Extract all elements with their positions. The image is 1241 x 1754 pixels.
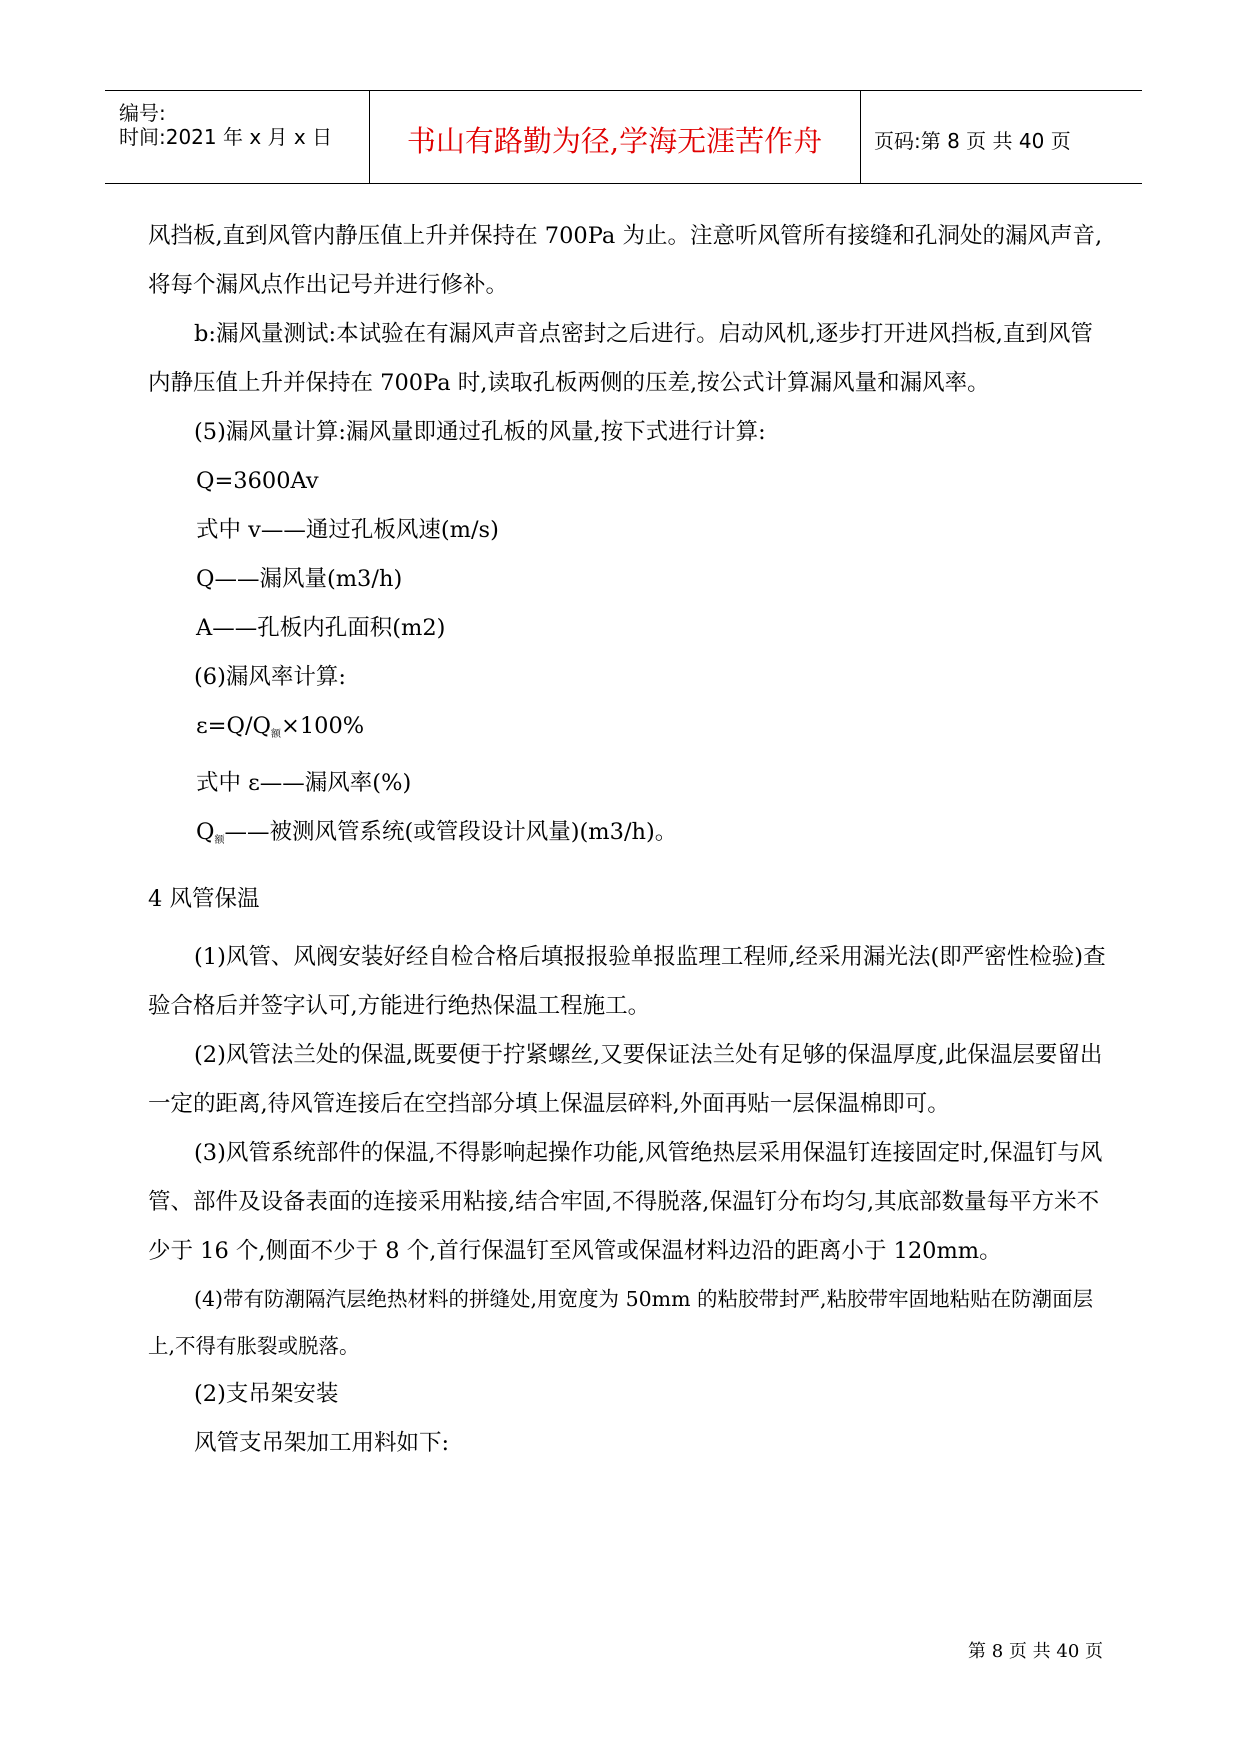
formula-subscript: 额: [214, 835, 225, 846]
paragraph: 风管支吊架加工用料如下:: [194, 1430, 450, 1456]
header-left-cell: [105, 91, 370, 183]
page-header: [105, 90, 1142, 184]
formula-line: 式中 ε——漏风率(%): [196, 770, 412, 796]
paragraph: (1)风管、风阀安装好经自检合格后填报报验单报监理工程师,经采用漏光法(即严密性检验)查验合格后并签字认可,方能进行绝热保温工程施工。: [148, 944, 1106, 1019]
formula-subscript: 额: [270, 729, 281, 740]
paragraph: (5)漏风量计算:漏风量即通过孔板的风量,按下式进行计算:: [194, 419, 766, 445]
header-right-cell: [860, 91, 1142, 183]
document-time-label: 时间:2021 年 x 月 x 日: [119, 125, 333, 149]
page-footer-number: 第 8 页 共 40 页: [968, 1641, 1103, 1662]
formula-tail: ×100%: [280, 713, 365, 739]
paragraph: 风挡板,直到风管内静压值上升并保持在 700Pa 为止。注意听风管所有接缝和孔洞处的漏风声音,将每个漏风点作出记号并进行修补。: [148, 223, 1103, 298]
formula-line: [148, 808, 1108, 865]
section-heading: 4 风管保温: [148, 886, 260, 912]
formula-line: A——孔板内孔面积(m2): [196, 615, 446, 641]
paragraph: (4)带有防潮隔汽层绝热材料的拼缝处,用宽度为 50mm 的粘胶带封严,粘胶带牢固地粘贴在防潮面层上,不得有胀裂或脱落。: [148, 1287, 1094, 1358]
header-page-info: 页码:第 8 页 共 40 页: [874, 129, 1071, 153]
header-motto: 书山有路勤为径,学海无涯苦作舟: [406, 124, 823, 158]
paragraph: (3)风管系统部件的保温,不得影响起操作功能,风管绝热层采用保温钉连接固定时,保温钉与风管、部件及设备表面的连接采用粘接,结合牢固,不得脱落,保温钉分布均匀,其底部数量每平方米不少于 16 个,侧面不少于 8 个,首行保温钉至风管或保温材料边沿的距离小于 120mm。: [148, 1140, 1103, 1264]
paragraph: (2)支吊架安装: [194, 1381, 339, 1407]
paragraph: b:漏风量测试:本试验在有漏风声音点密封之后进行。启动风机,逐步打开进风挡板,直到风管内静压值上升并保持在 700Pa 时,读取孔板两侧的压差,按公式计算漏风量和漏风率。: [148, 321, 1093, 396]
formula-line: Q——漏风量(m3/h): [196, 566, 403, 592]
formula-tail: ——被测风管系统(或管段设计风量)(m3/h)。: [224, 819, 678, 845]
document-number-label: 编号:: [119, 101, 166, 125]
formula-main: Q: [196, 819, 215, 845]
paragraph: (2)风管法兰处的保温,既要便于拧紧螺丝,又要保证法兰处有足够的保温厚度,此保温层要留出一定的距离,待风管连接后在空挡部分填上保温层碎料,外面再贴一层保温棉即可。: [148, 1042, 1103, 1117]
formula-line: [148, 702, 1108, 759]
header-middle-cell: [369, 91, 861, 183]
formula-line: 式中 v——通过孔板风速(m/s): [196, 517, 499, 543]
formula-main: ε=Q/Q: [196, 713, 271, 739]
paragraph: (6)漏风率计算:: [194, 664, 346, 690]
formula-line: Q=3600Av: [196, 468, 319, 494]
document-body: [148, 212, 1108, 1468]
